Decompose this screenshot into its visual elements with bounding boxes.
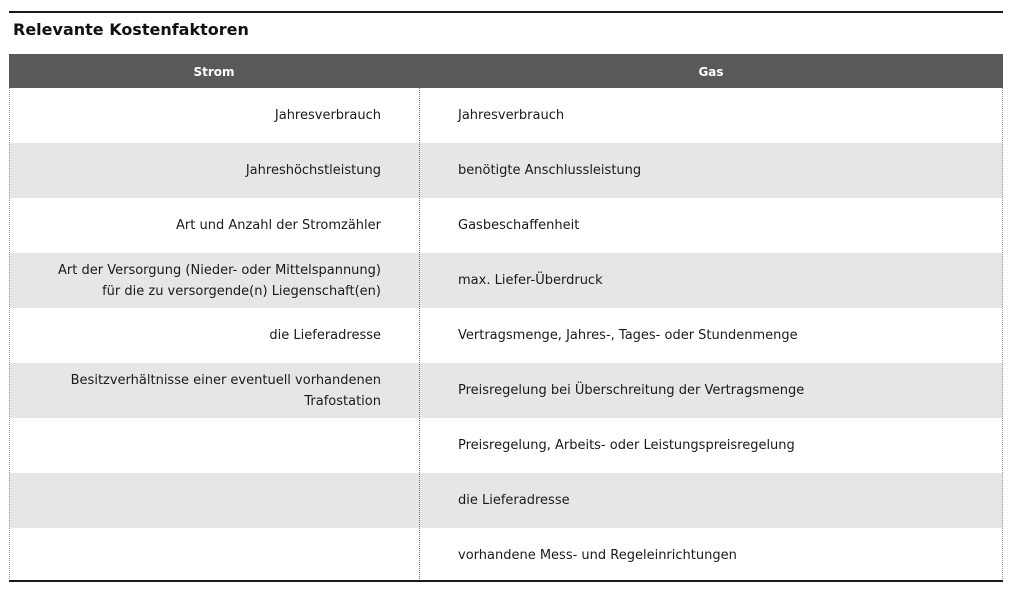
bottom-rule [9, 580, 1003, 582]
strom-cell [9, 198, 381, 253]
strom-cell [9, 308, 381, 363]
gas-cell: benötigte Anschlussleistung [458, 163, 642, 178]
gas-cell: Jahresverbrauch [458, 108, 565, 123]
gas-cell: Preisregelung, Arbeits- oder Leistungspreisregelung [458, 438, 795, 453]
header-strom: Strom [193, 65, 235, 79]
header-gas: Gas [698, 65, 724, 79]
table-row [9, 418, 1003, 473]
table-body [9, 88, 1003, 581]
strom-line: Art der Versorgung (Nieder- oder Mittelspannung) [58, 262, 381, 278]
gas-cell: Vertragsmenge, Jahres-, Tages- oder Stundenmenge [458, 328, 798, 343]
table-row [9, 308, 1003, 363]
strom-line: Art und Anzahl der Stromzähler [176, 218, 381, 233]
strom-cell [9, 418, 381, 473]
table-row [9, 143, 1003, 198]
table-header [9, 54, 1003, 88]
strom-line: Jahreshöchstleistung [245, 163, 381, 178]
gas-cell: max. Liefer-Überdruck [458, 273, 603, 288]
table-row [9, 528, 1003, 583]
table-row [9, 473, 1003, 528]
cost-factors-table [9, 54, 1003, 582]
strom-cell [9, 363, 381, 418]
table-row [9, 88, 1003, 143]
gas-cell: Preisregelung bei Überschreitung der Vertragsmenge [458, 383, 805, 398]
strom-cell [9, 473, 381, 528]
strom-line: für die zu versorgende(n) Liegenschaft(en) [102, 283, 381, 299]
strom-line: Jahresverbrauch [274, 108, 381, 123]
strom-cell [9, 528, 381, 583]
gas-cell: Gasbeschaffenheit [458, 218, 580, 233]
gas-cell: die Lieferadresse [458, 493, 570, 508]
table-row [9, 253, 1003, 308]
column-divider [419, 88, 420, 581]
document-title: Relevante Kostenfaktoren [13, 20, 249, 39]
table-row [9, 198, 1003, 253]
table-row [9, 363, 1003, 418]
strom-cell [9, 143, 381, 198]
strom-line: Trafostation [304, 393, 381, 409]
strom-cell [9, 88, 381, 143]
strom-line: Besitzverhältnisse einer eventuell vorhandenen [70, 372, 381, 388]
table-right-edge [1002, 88, 1003, 581]
table-left-edge [9, 88, 10, 581]
strom-line: die Lieferadresse [269, 328, 381, 343]
top-rule [9, 11, 1003, 13]
strom-cell [9, 253, 381, 308]
gas-cell: vorhandene Mess- und Regeleinrichtungen [458, 548, 737, 563]
